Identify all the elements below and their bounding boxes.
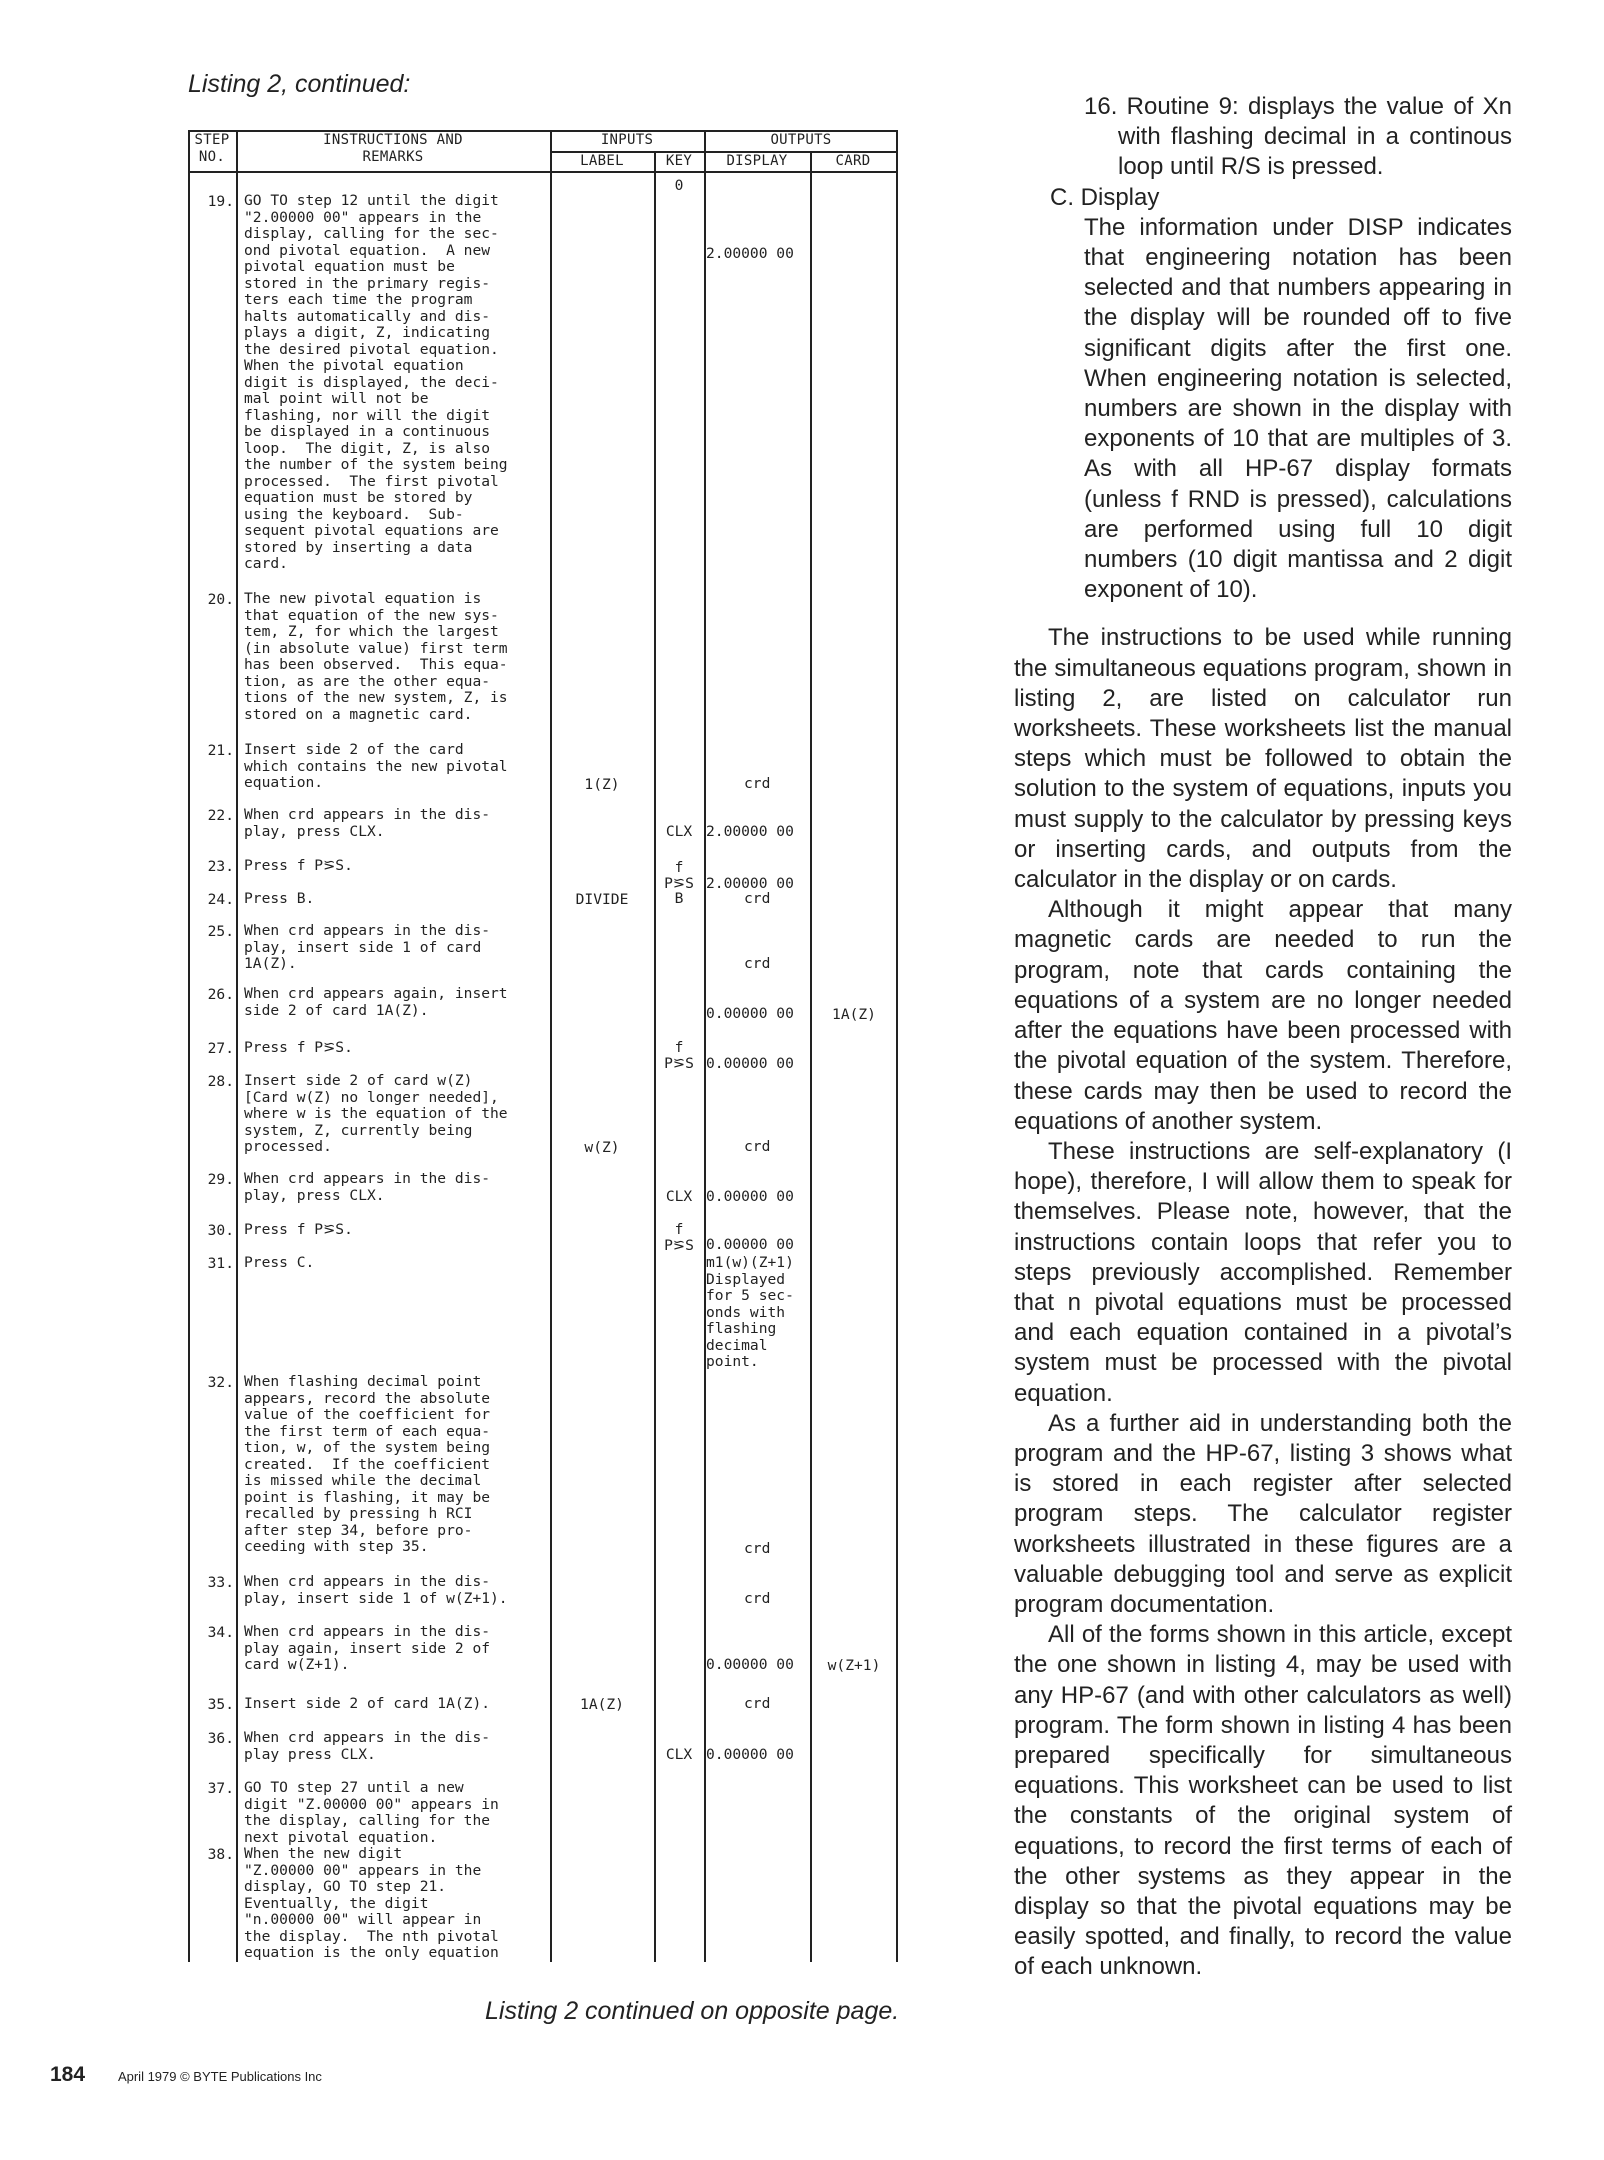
step-number: 27. <box>207 1040 234 1057</box>
instruction-text: The new pivotal equation is that equation of the new sys- tem, Z, for which the largest (in absolute value) first term has been observed. This equa- tion, as are the other equa- tions of the new system, Z, is stored on a magnetic card. <box>244 590 508 723</box>
instruction-text: When crd appears in the dis- play, insert side 1 of card 1A(Z). <box>244 922 491 972</box>
instruction-text: Insert side 2 of card w(Z) [Card w(Z) no longer needed], where w is the equation of the system, Z, currently being processed. <box>244 1072 508 1155</box>
instruction-text: Press f P⪞S. <box>244 1039 353 1056</box>
key-cell: f P⪞S <box>664 1039 694 1072</box>
display-cell: 0.00000 00 <box>706 1055 794 1072</box>
header-step-line1: STEP <box>194 132 230 148</box>
col-border-step <box>236 130 238 1962</box>
card-cell: w(Z+1) <box>827 1657 881 1674</box>
paragraph: The instructions to be used while running the simultaneous equations program, shown in listing 2, are listed on calculator run worksheets. These worksheets list the manual steps which must be followed to obtain the solution to the system of equations, inputs you must supply to the calculator by pressing keys or inserting cards, and outputs from the calculator in the display or on cards. <box>1014 624 1512 894</box>
header-key: KEY <box>665 153 693 169</box>
display-cell: crd <box>744 1590 771 1607</box>
step-number: 29. <box>207 1171 234 1188</box>
key-cell: CLX <box>665 1746 693 1763</box>
page-footer <box>50 2063 322 2087</box>
col-border-left <box>188 130 190 1962</box>
step-number: 38. <box>207 1846 234 1863</box>
step-number: 28. <box>207 1073 234 1090</box>
instruction-text: Press C. <box>244 1254 315 1271</box>
step-number: 23. <box>207 858 234 875</box>
instruction-text: Press B. <box>244 890 315 907</box>
listing-table <box>188 130 898 1962</box>
label-cell: DIVIDE <box>575 891 629 908</box>
step-number: 26. <box>207 986 234 1003</box>
header-instructions-line1: INSTRUCTIONS AND <box>323 132 463 148</box>
instruction-text: When crd appears in the dis- play, press CLX. <box>244 806 491 840</box>
display-cell: 0.00000 00 <box>706 1236 794 1253</box>
step-number: 36. <box>207 1730 234 1747</box>
step-number: 21. <box>207 742 234 759</box>
display-cell: crd <box>744 1138 771 1155</box>
step-number: 35. <box>207 1696 234 1713</box>
display-description: The information under DISP indicates that engineering notation has been selected and that numbers appearing in the display will be rounded off to five significant digits after the first one. When engineering notation is selected, numbers are shown in the display with exponents of 10 that are multiples of 3. As with all HP-67 display formats (unless f RND is pressed), calculations are performed using full 10 digit numbers (10 digit mantissa and 2 digit exponent of 10). <box>1084 213 1512 604</box>
display-cell: crd <box>744 1540 771 1557</box>
header-label: LABEL <box>580 153 624 169</box>
header-instructions <box>236 132 550 166</box>
display-cell: crd <box>744 775 771 792</box>
key-cell: CLX <box>665 823 693 840</box>
step-number: 32. <box>207 1374 234 1391</box>
col-border-right <box>896 130 898 1962</box>
key-cell: f P⪞S <box>664 859 694 892</box>
header-step-line2: NO. <box>198 149 226 165</box>
instruction-text: When flashing decimal point appears, record the absolute value of the coefficient for the first term of each equa- tion, w, of the system being created. If the coefficient is missed while the decimal point is flashing, it may be recalled by pressing h RCI after step 34, before pro- ceeding with step 35. <box>244 1373 491 1555</box>
key-cell: CLX <box>665 1188 693 1205</box>
paragraph: These instructions are self-explanatory (I hope), therefore, I will allow them to speak for themselves. Please note, however, that the instructions contain loops that refer you to steps previously accomplished. Remember that n pivotal equations must be processed and each equation contained in a pivotal’s system must be processed with the pivotal equation. <box>1014 1137 1512 1407</box>
display-cell: m1(w)(Z+1) Displayed for 5 sec- onds with flashing decimal point. <box>706 1254 794 1370</box>
step-number: 25. <box>207 923 234 940</box>
step-number: 34. <box>207 1624 234 1641</box>
instruction-text: When crd appears in the dis- play, press CLX. <box>244 1170 491 1204</box>
paragraph: As a further aid in understanding both the program and the HP-67, listing 3 shows what is stored in each register after selected program steps. The calculator register worksheets illustrated in these figures are a valuable debugging tool and serve as explicit program documentation. <box>1014 1409 1512 1618</box>
display-cell: 2.00000 00 <box>706 875 794 892</box>
instruction-text: When the new digit "Z.00000 00" appears in the display, GO TO step 21. Eventually, the digit "n.00000 00" will appear in the display. The nth pivotal equation is the only equation <box>244 1845 499 1961</box>
instruction-text: GO TO step 27 until a new digit "Z.00000 00" appears in the display, calling for the next pivotal equation. <box>244 1779 499 1846</box>
instruction-text: When crd appears in the dis- play again, insert side 2 of card w(Z+1). <box>244 1623 491 1673</box>
label-cell: w(Z) <box>584 1139 620 1156</box>
step-number: 24. <box>207 891 234 908</box>
step-number: 20. <box>207 591 234 608</box>
display-cell: crd <box>744 890 771 907</box>
step-number: 30. <box>207 1222 234 1239</box>
display-cell: 0.00000 00 <box>706 1188 794 1205</box>
step-number: 22. <box>207 807 234 824</box>
header-card: CARD <box>835 153 871 169</box>
instruction-text: Insert side 2 of the card which contains the new pivotal equation. <box>244 741 508 791</box>
header-step <box>188 132 236 166</box>
step-number: 37. <box>207 1780 234 1797</box>
instruction-text: Press f P⪞S. <box>244 857 353 874</box>
key-cell: 0 <box>674 177 684 194</box>
display-cell: crd <box>744 1695 771 1712</box>
display-heading: C. Display <box>1050 183 1160 211</box>
header-display: DISPLAY <box>726 153 788 169</box>
col-border-inputs <box>704 130 706 1962</box>
label-cell: 1(Z) <box>584 776 620 793</box>
publication-credit: April 1979 © BYTE Publications Inc <box>117 2069 322 2084</box>
table-header-rule <box>188 171 898 173</box>
step-number: 33. <box>207 1574 234 1591</box>
header-inputs: INPUTS <box>600 132 654 148</box>
instruction-text: When crd appears again, insert side 2 of card 1A(Z). <box>244 985 508 1019</box>
key-cell: f P⪞S <box>664 1221 694 1254</box>
listing-continued-note: Listing 2 continued on opposite page. <box>485 1997 900 2025</box>
header-outputs: OUTPUTS <box>770 132 832 148</box>
display-cell: 0.00000 00 <box>706 1746 794 1763</box>
key-cell: B <box>674 890 684 907</box>
instruction-text: GO TO step 12 until the digit "2.00000 00" appears in the display, calling for the sec- ond pivotal equation. A new pivotal equation must be stored in the primary regis- ters each time the program halts automatically and dis- plays a digit, Z, indicating the desired pivotal equation. When the pivotal equation digit is displayed, the deci- mal point will not be flashing, nor will the digit be displayed in a continuous loop. The digit, Z, is also the number of the system being processed. The first pivotal equation must be stored by using the keyboard. Sub- sequent pivotal equations are stored by inserting a data card. <box>244 192 508 572</box>
page-number: 184 <box>50 2063 86 2086</box>
step-number: 31. <box>207 1255 234 1272</box>
instruction-text: Insert side 2 of card 1A(Z). <box>244 1695 491 1712</box>
display-cell: 0.00000 00 <box>706 1005 794 1022</box>
display-cell: 2.00000 00 <box>706 245 794 262</box>
step-number: 19. <box>207 193 234 210</box>
instruction-text: Press f P⪞S. <box>244 1221 353 1238</box>
listing-title: Listing 2, continued: <box>188 70 411 98</box>
instruction-text: When crd appears in the dis- play press CLX. <box>244 1729 491 1763</box>
display-cell: 2.00000 00 <box>706 823 794 840</box>
instruction-text: When crd appears in the dis- play, insert side 1 of w(Z+1). <box>244 1573 508 1607</box>
paragraph: Although it might appear that many magnetic cards are needed to run the program, note that cards containing the equations of a system are no longer needed after the equations have been processed with the pivotal equation of the system. Therefore, these cards may then be used to record the equations of another system. <box>1014 896 1512 1135</box>
article-column <box>1014 92 1512 1983</box>
routine-9-item: 16. Routine 9: displays the value of Xn with flashing decimal in a continous loop until R/S is pressed. <box>1084 93 1512 181</box>
col-border-instructions <box>550 130 552 1962</box>
header-instructions-line2: REMARKS <box>362 149 424 165</box>
paragraph: All of the forms shown in this article, except the one shown in listing 4, may be used with any HP-67 (and with other calculators as well) program. The form shown in listing 4 has been prepared specifically for simultaneous equations. This worksheet can be used to list the constants of the original system of equations, to record the first terms of each of the other systems as they appear in the display so that the pivotal equations may be easily spotted, and finally, to record the value of each unknown. <box>1014 1621 1512 1981</box>
label-cell: 1A(Z) <box>580 1696 624 1713</box>
card-cell: 1A(Z) <box>832 1006 876 1023</box>
display-cell: 0.00000 00 <box>706 1656 794 1673</box>
display-cell: crd <box>744 955 771 972</box>
